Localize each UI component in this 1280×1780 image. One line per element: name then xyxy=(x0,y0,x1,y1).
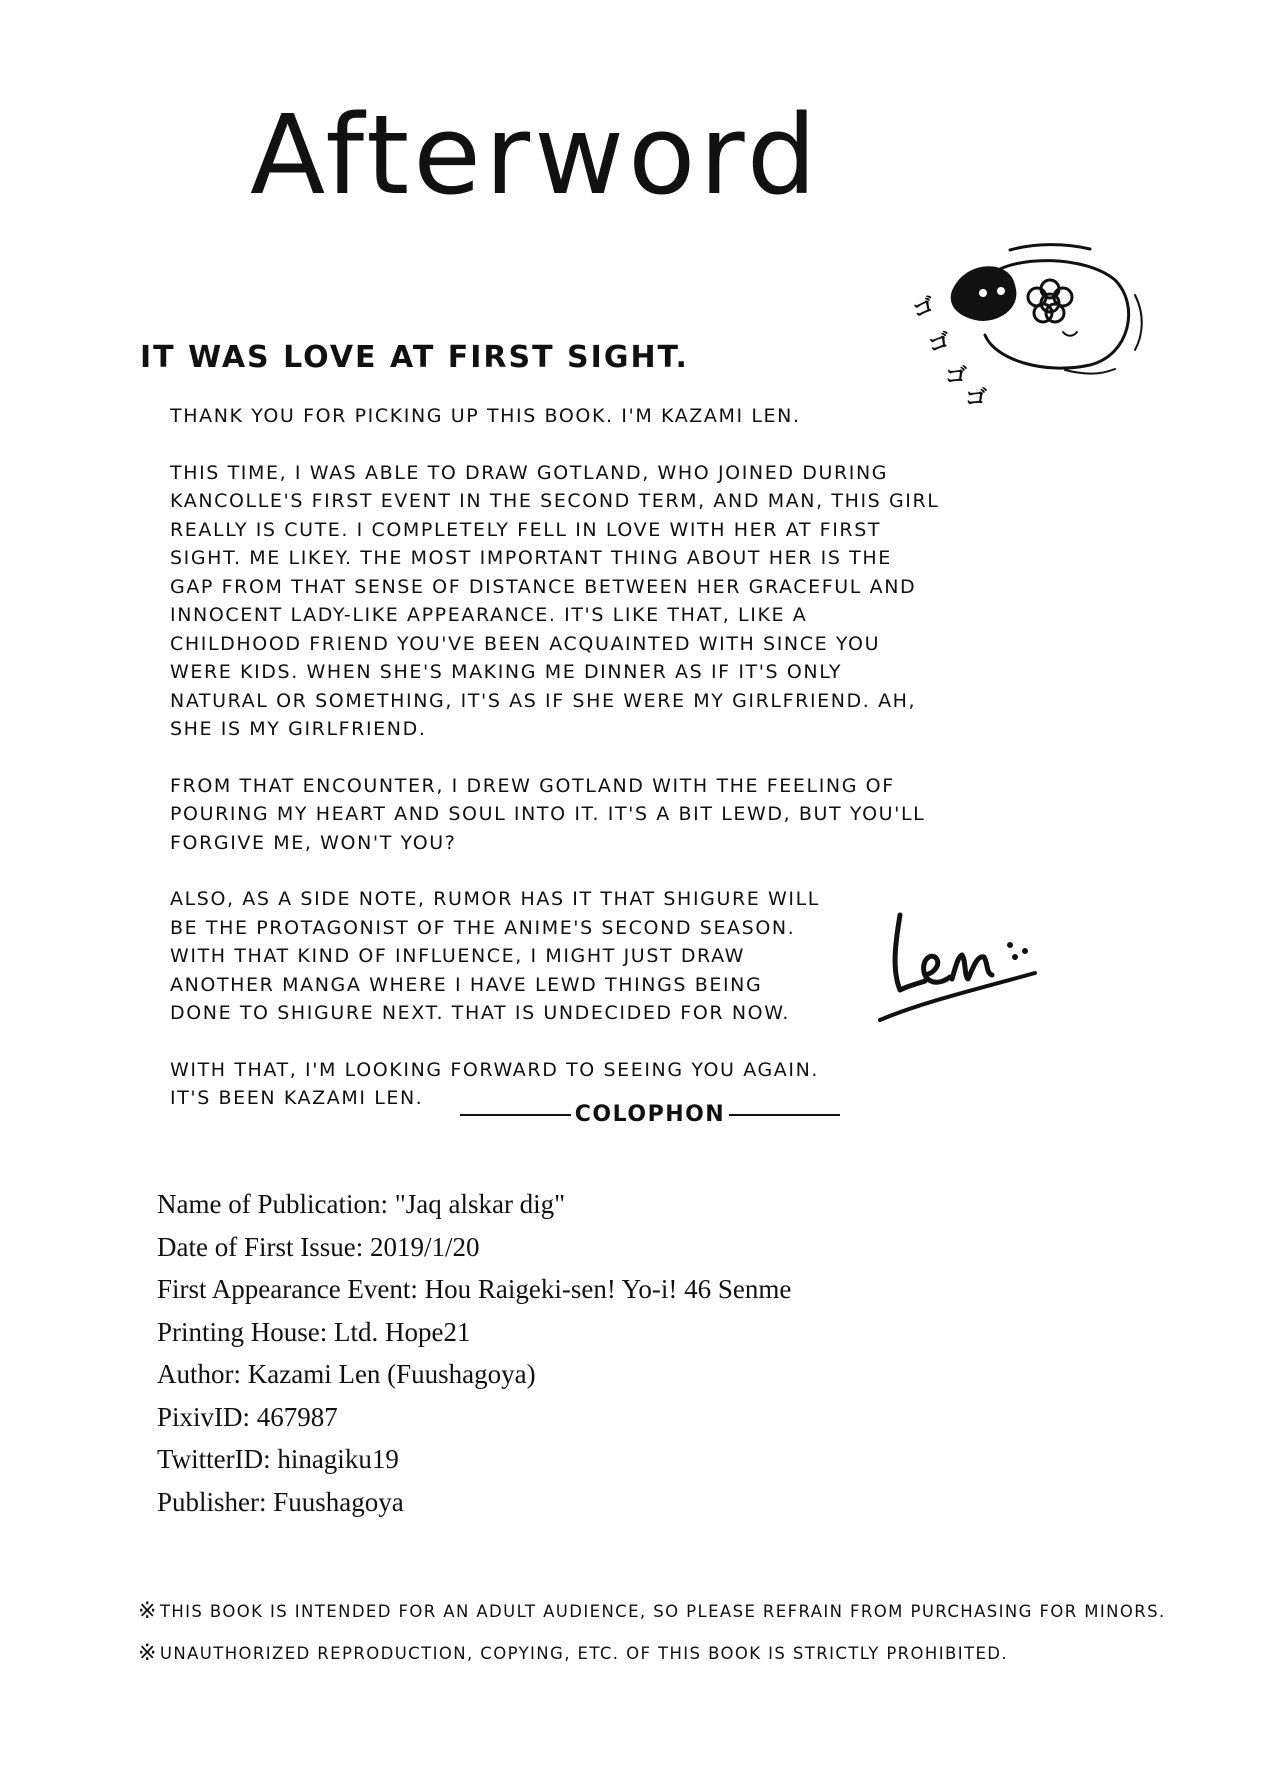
colophon-item: TwitterID: hinagiku19 xyxy=(157,1444,399,1474)
notice-text: UNAUTHORIZED REPRODUCTION, COPYING, ETC. OF THIS BOOK IS STRICTLY PROHIBITED. xyxy=(159,1643,1009,1663)
paragraph: THIS TIME, I WAS ABLE TO DRAW GOTLAND, WHO JOINED DURING KANCOLLE'S FIRST EVENT IN THE SECOND TERM, AND MAN, THIS GIRL REALLY IS CUTE. I COMPLETELY FELL IN LOVE WITH HER AT FIRST SIGHT. ME LIKEY. THE MOST IMPORTANT THING ABOUT HER IS THE GAP FROM THAT SENSE OF DISTANCE BETWEEN HER GRACEFUL AND INNOCENT LADY-LIKE APPEARANCE. IT'S LIKE THAT, LIKE A CHILDHOOD FRIEND YOU'VE BEEN ACQUAINTED WITH SINCE YOU WERE KIDS. WHEN SHE'S MAKING ME DINNER AS IF IT'S ONLY NATURAL OR SOMETHING, IT'S AS IF SHE WERE MY GIRLFRIEND. AH, SHE IS MY GIRLFRIEND. xyxy=(170,461,940,740)
divider xyxy=(460,1114,571,1116)
colophon-item: Publisher: Fuushagoya xyxy=(157,1486,404,1517)
paragraph: FROM THAT ENCOUNTER, I DREW GOTLAND WITH THE FEELING OF POURING MY HEART AND SOUL INTO IT. IT'S A BIT LEWD, BUT YOU'LL FORGIVE ME, WON'T YOU? xyxy=(170,774,926,854)
colophon-item: PixivID: 467987 xyxy=(157,1401,338,1432)
mascot-doodle-icon xyxy=(909,235,1155,435)
notice-item xyxy=(138,1632,1166,1674)
notice-list xyxy=(138,1590,1166,1674)
reference-mark-icon: ※ xyxy=(138,1598,158,1624)
colophon-item: Printing House: Ltd. Hope21 xyxy=(157,1316,471,1347)
colophon-title: COLOPHON xyxy=(574,1102,726,1127)
reference-mark-icon: ※ xyxy=(138,1640,158,1666)
colophon-item: First Appearance Event: Hou Raigeki-sen! Yo-i! 46 Senme xyxy=(157,1274,792,1304)
section-heading: IT WAS LOVE AT FIRST SIGHT. xyxy=(140,340,689,375)
afterword-body xyxy=(170,402,940,1141)
page-title: Afterword xyxy=(250,91,821,219)
paragraph: ALSO, AS A SIDE NOTE, RUMOR HAS IT THAT SHIGURE WILL BE THE PROTAGONIST OF THE ANIME'S SECOND SEASON. WITH THAT KIND OF INFLUENCE, I MIGHT JUST DRAW ANOTHER MANGA WHERE I HAVE LEWD THINGS BEING DONE TO SHIGURE NEXT. THAT IS UNDECIDED FOR NOW. xyxy=(170,888,820,1024)
colophon-heading xyxy=(460,1102,840,1127)
notice-text: THIS BOOK IS INTENDED FOR AN ADULT AUDIENCE, SO PLEASE REFRAIN FROM PURCHASING FOR MINORS. xyxy=(159,1601,1166,1621)
colophon-item: Author: Kazami Len (Fuushagoya) xyxy=(157,1359,536,1389)
svg-text:ゴ: ゴ xyxy=(945,364,968,389)
paragraph: THANK YOU FOR PICKING UP THIS BOOK. I'M KAZAMI LEN. xyxy=(170,405,801,427)
svg-text:ゴ: ゴ xyxy=(909,293,939,325)
colophon-list xyxy=(157,1183,791,1523)
colophon-item: Name of Publication: "Jaq alskar dig" xyxy=(157,1189,566,1219)
signature-len xyxy=(870,895,1050,1035)
svg-text:ゴ: ゴ xyxy=(965,386,988,411)
divider xyxy=(729,1114,840,1116)
colophon-item: Date of First Issue: 2019/1/20 xyxy=(157,1231,480,1262)
notice-item xyxy=(138,1590,1166,1632)
paragraph: WITH THAT, I'M LOOKING FORWARD TO SEEING YOU AGAIN. IT'S BEEN KAZAMI LEN. xyxy=(170,1058,820,1109)
svg-text:ゴ: ゴ xyxy=(925,328,954,359)
